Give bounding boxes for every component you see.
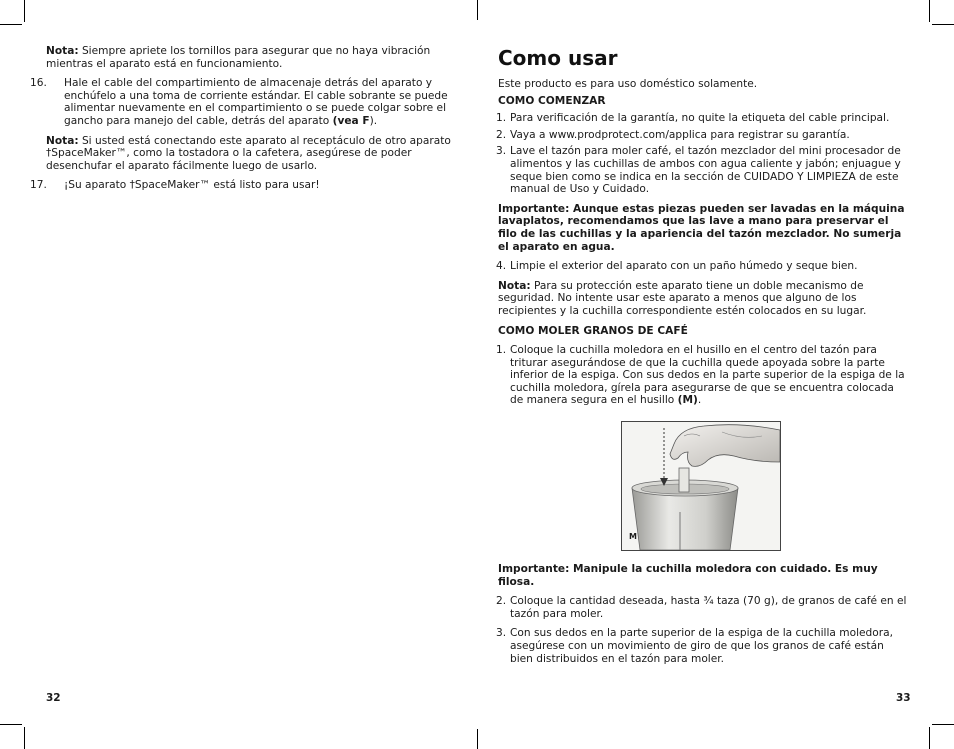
- list-text-end: .: [697, 394, 702, 407]
- important-text: Importante: Aunque estas piezas pueden ser lavadas en la máquina lavaplatos, recomendamos que las lave a mano para preservar el filo de las cuchillas y la apariencia del tazón mezclador. No sumerja el aparato en agua.: [498, 202, 905, 253]
- list-number: 2.: [496, 595, 507, 608]
- note-text: Para su protección este aparato tiene un doble mecanismo de seguridad. No intente usar este aparato a menos que alguno de los recipientes y la cuchilla correspondiente estén colocados en su lugar.: [498, 279, 867, 317]
- figure-reference: (M): [677, 394, 698, 407]
- right-page: [498, 45, 910, 672]
- list-text-end: ).: [369, 114, 378, 127]
- list-text: Limpie el exterior del aparato con un paño húmedo y seque bien.: [510, 260, 858, 273]
- list-number: 3.: [496, 627, 507, 640]
- list-text: Coloque la cuchilla moledora en el husillo en el centro del tazón para triturar asegurándose de que la cuchilla quede apoyada sobre la parte inferior de la espiga. Con sus dedos en la parte superior de la espiga de la cuchilla moledora, gírela para asegurarse de que se encuentra colocada de manera segura en el husillo: [510, 344, 905, 407]
- list-text: Para verificación de la garantía, no quite la etiqueta del cable principal.: [510, 112, 890, 125]
- center-fold-mark: [477, 0, 478, 20]
- list-number: 3.: [496, 145, 507, 158]
- list-text: ¡Su aparato †SpaceMaker™ está listo para usar!: [64, 179, 320, 192]
- note-label: Nota:: [46, 134, 79, 147]
- important-note: [498, 563, 910, 588]
- list-item: [498, 145, 910, 195]
- crop-mark: [24, 0, 25, 22]
- list-number: 1.: [496, 112, 507, 125]
- left-page: [30, 45, 456, 199]
- crop-mark: [24, 727, 25, 749]
- list-number: 4.: [496, 260, 507, 273]
- figure-label: M: [629, 532, 637, 542]
- list-item: [498, 627, 910, 665]
- page-title: Como usar: [498, 46, 618, 70]
- list-text: Hale el cable del compartimiento de almacenaje detrás del aparato y enchúfelo a una toma de corriente estándar. El cable sobrante se puede alimentar nuevamente en el compartimiento o se puede colgar sobre el gancho para manejo del cable, detrás del aparato: [64, 77, 448, 127]
- note-paragraph: [498, 280, 910, 318]
- list-number: 2.: [496, 128, 507, 141]
- hand-grinder-drawing: [622, 422, 780, 550]
- list-text: Lave el tazón para moler café, el tazón mezclador del mini procesador de alimentos y las cuchillas de ambos con agua caliente y jabón; enjuague y seque bien como se indica en la sección de CUIDADO Y LIMPIEZA de este manual de Uso y Cuidado.: [510, 145, 901, 196]
- section-heading: COMO MOLER GRANOS DE CAFÉ: [498, 324, 688, 337]
- important-text: Importante: Manipule la cuchilla moledora con cuidado. Es muy filosa.: [498, 563, 878, 588]
- list-item: [498, 112, 910, 125]
- note-paragraph: [46, 45, 456, 70]
- list-text: Coloque la cantidad deseada, hasta: [510, 595, 704, 608]
- list-text-end: taza (70 g), de granos de café en el tazón para moler.: [510, 595, 907, 620]
- list-item: [30, 179, 456, 192]
- list-text: Vaya a www.prodprotect.com/applica para registrar su garantía.: [510, 128, 850, 141]
- fraction: ³⁄₄: [703, 595, 714, 608]
- crop-mark: [932, 724, 954, 725]
- list-number: 17.: [30, 179, 47, 192]
- note-text: Si usted está conectando este aparato al receptáculo de otro aparato †SpaceMaker™, como la tostadora o la cafetera, asegúrese de poder desenchufar el aparato fácilmente luego de usarlo.: [46, 134, 451, 172]
- crop-mark: [929, 0, 930, 22]
- page-number-left: 32: [46, 692, 61, 704]
- note-label: Nota:: [46, 45, 79, 57]
- crop-mark: [932, 24, 954, 25]
- important-note: [498, 203, 910, 253]
- intro-text: Este producto es para uso doméstico solamente.: [498, 78, 758, 90]
- crop-mark: [0, 24, 22, 25]
- figure-reference: (vea F: [332, 114, 370, 127]
- list-number: 1.: [496, 344, 507, 357]
- list-number: 16.: [30, 77, 47, 90]
- section-heading: COMO COMENZAR: [498, 94, 606, 107]
- crop-mark: [0, 724, 22, 725]
- list-item: [498, 344, 910, 407]
- page-number-right: 33: [896, 692, 911, 704]
- note-label: Nota:: [498, 279, 531, 292]
- list-text: Con sus dedos en la parte superior de la espiga de la cuchilla moledora, asegúrese con un movimiento de giro de que los granos de café están bien distribuidos en el tazón para moler.: [510, 627, 893, 665]
- note-text: Siempre apriete los tornillos para asegurar que no haya vibración mientras el aparato está en funcionamiento.: [46, 45, 431, 70]
- grinder-illustration: [621, 421, 781, 551]
- list-item: [498, 129, 910, 142]
- list-item: [498, 260, 910, 273]
- note-paragraph: [46, 135, 456, 173]
- crop-mark: [929, 727, 930, 749]
- list-item: [498, 595, 910, 620]
- list-item: [30, 77, 456, 127]
- center-fold-mark: [477, 729, 478, 749]
